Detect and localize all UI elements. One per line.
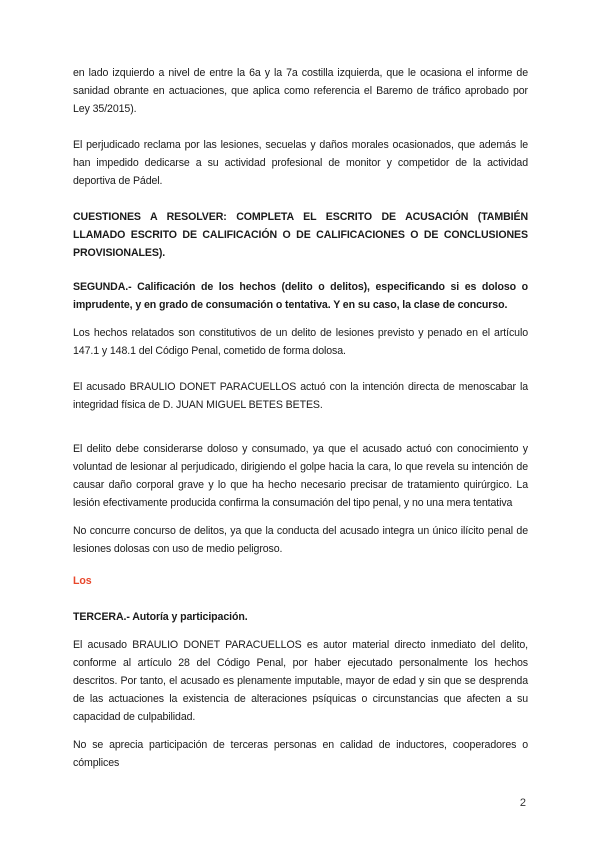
- paragraph-hechos: Los hechos relatados son constitutivos de un delito de lesiones previsto y penado en el artículo 147.1 y 148.1 del Código Penal, cometido de forma dolosa.: [73, 327, 528, 357]
- heading-tercera: TERCERA.- Autoría y participación.: [73, 611, 248, 623]
- paragraph-claim: El perjudicado reclama por las lesiones, secuelas y daños morales ocasionados, que además le han impedido dedicarse a su actividad profesional de monitor y competidor de la actividad deportiva de Pádel.: [73, 139, 528, 187]
- page-number: 2: [519, 797, 526, 809]
- red-fragment-los: Los: [73, 575, 92, 587]
- paragraph-doloso-consumado: El delito debe considerarse doloso y consumado, ya que el acusado actuó con conocimiento y voluntad de lesionar al perjudicado, dirigiendo el golpe hacia la cara, lo que revela su intención de causar daño corporal grave y lo que ha hecho necesario precisar de tratamiento quirúrgico. La lesión efectivamente producida confirma la consumación del tipo penal, y no una mera tentativa: [73, 443, 528, 509]
- paragraph-acusado-intencion: El acusado BRAULIO DONET PARACUELLOS actuó con la intención directa de menoscabar la integridad física de D. JUAN MIGUEL BETES BETES.: [73, 381, 528, 411]
- paragraph-injury-report: en lado izquierdo a nivel de entre la 6a y la 7a costilla izquierda, que le ocasiona el informe de sanidad obrante en actuaciones, que aplica como referencia el Baremo de tráfico aprobado por Ley 35/2015).: [73, 67, 528, 115]
- document-page: [73, 64, 528, 772]
- heading-segunda: SEGUNDA.- Calificación de los hechos (delito o delitos), especificando si es doloso o imprudente, y en grado de consumación o tentativa. Y en su caso, la clase de concurso.: [73, 281, 528, 311]
- paragraph-autoria: El acusado BRAULIO DONET PARACUELLOS es autor material directo inmediato del delito, conforme al artículo 28 del Código Penal, por haber ejecutado personalmente los hechos descritos. Por tanto, el acusado es plenamente imputable, mayor de edad y sin que se desprenda de las actuaciones la existencia de alteraciones psíquicas o circunstancias que afecten a su capacidad de culpabilidad.: [73, 639, 528, 723]
- heading-cuestiones: CUESTIONES A RESOLVER: COMPLETA EL ESCRITO DE ACUSACIÓN (TAMBIÉN LLAMADO ESCRITO DE CALIFICACIÓN O DE CALIFICACIONES O DE CONCLUSIONES PROVISIONALES).: [73, 211, 528, 259]
- paragraph-concurso: No concurre concurso de delitos, ya que la conducta del acusado integra un único ilícito penal de lesiones dolosas con uso de medio peligroso.: [73, 525, 528, 555]
- paragraph-participacion: No se aprecia participación de terceras personas en calidad de inductores, cooperadores o cómplices: [73, 739, 528, 769]
